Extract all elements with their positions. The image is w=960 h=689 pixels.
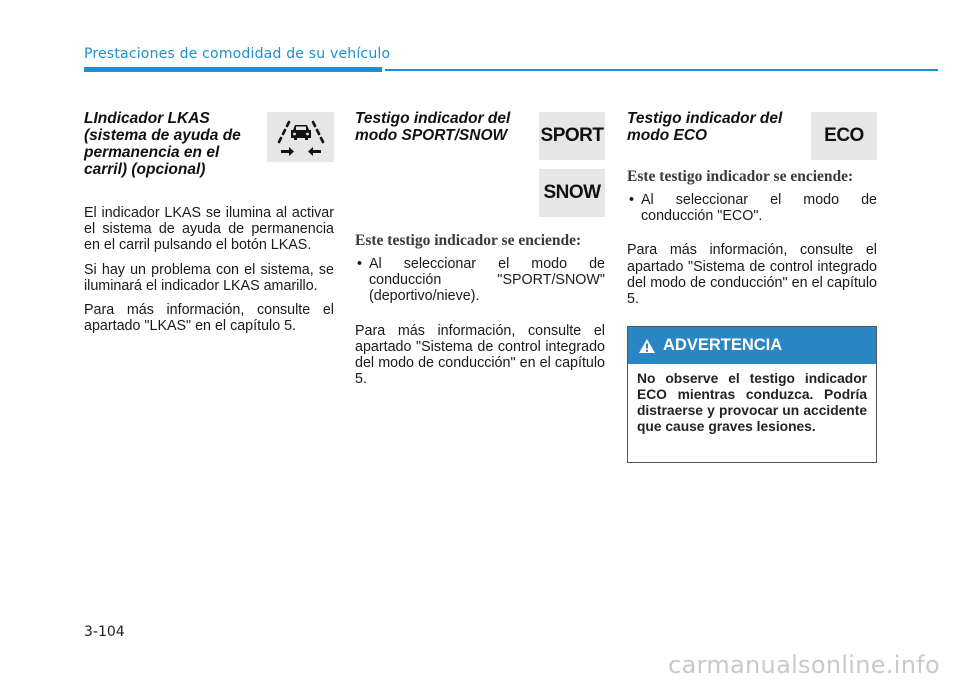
- eco-paragraph: Para más información, consulte el apartado "Sistema de control integrado del modo de conducción" en el capítulo 5.: [627, 242, 877, 308]
- snow-indicator-icon: SNOW: [539, 169, 605, 217]
- lkas-heading: LIndicador LKAS (sistema de ayuda de permanencia en el carril) (opcional): [84, 110, 241, 178]
- warning-header: [628, 327, 876, 364]
- warning-text: No observe el testigo indicador ECO mientras conduzca. Podría distraerse y provocar un accidente que cause graves lesiones.: [637, 371, 867, 434]
- eco-indicator-icon: ECO: [811, 112, 877, 160]
- header-rule-thin: [385, 69, 938, 71]
- watermark: carmanualsonline.info: [668, 651, 940, 679]
- sport-snow-subheading: Este testigo indicador se enciende:: [355, 232, 582, 249]
- lkas-lane-keeping-icon: [267, 112, 334, 162]
- eco-bullet: • Al seleccionar el modo de conducción "ECO".: [627, 192, 877, 224]
- eco-heading: Testigo indicador del modo ECO: [627, 110, 783, 144]
- sport-snow-bullet: • Al seleccionar el modo de conducción "SPORT/SNOW" (deportivo/nieve).: [355, 256, 605, 305]
- header-rule-thick: [84, 67, 382, 72]
- sport-indicator-icon: SPORT: [539, 112, 605, 160]
- lkas-paragraph-3: Para más información, consulte el apartado "LKAS" en el capítulo 5.: [84, 302, 334, 335]
- page-number: 3-104: [84, 624, 125, 640]
- sport-snow-heading: Testigo indicador del modo SPORT/SNOW: [355, 110, 511, 144]
- sport-snow-paragraph: Para más información, consulte el apartado "Sistema de control integrado del modo de conducción" en el capítulo 5.: [355, 322, 605, 388]
- section-header-title: Prestaciones de comodidad de su vehículo: [84, 46, 391, 62]
- warning-title: ADVERTENCIA: [663, 336, 783, 354]
- lkas-paragraph-2: Si hay un problema con el sistema, se iluminará el indicador LKAS amarillo.: [84, 261, 334, 294]
- warning-triangle-icon: [638, 338, 656, 354]
- eco-subheading: Este testigo indicador se enciende:: [627, 168, 854, 185]
- lkas-paragraph-1: El indicador LKAS se ilumina al activar el sistema de ayuda de permanencia en el carril pulsando el botón LKAS.: [84, 205, 334, 254]
- warning-box: [627, 326, 877, 463]
